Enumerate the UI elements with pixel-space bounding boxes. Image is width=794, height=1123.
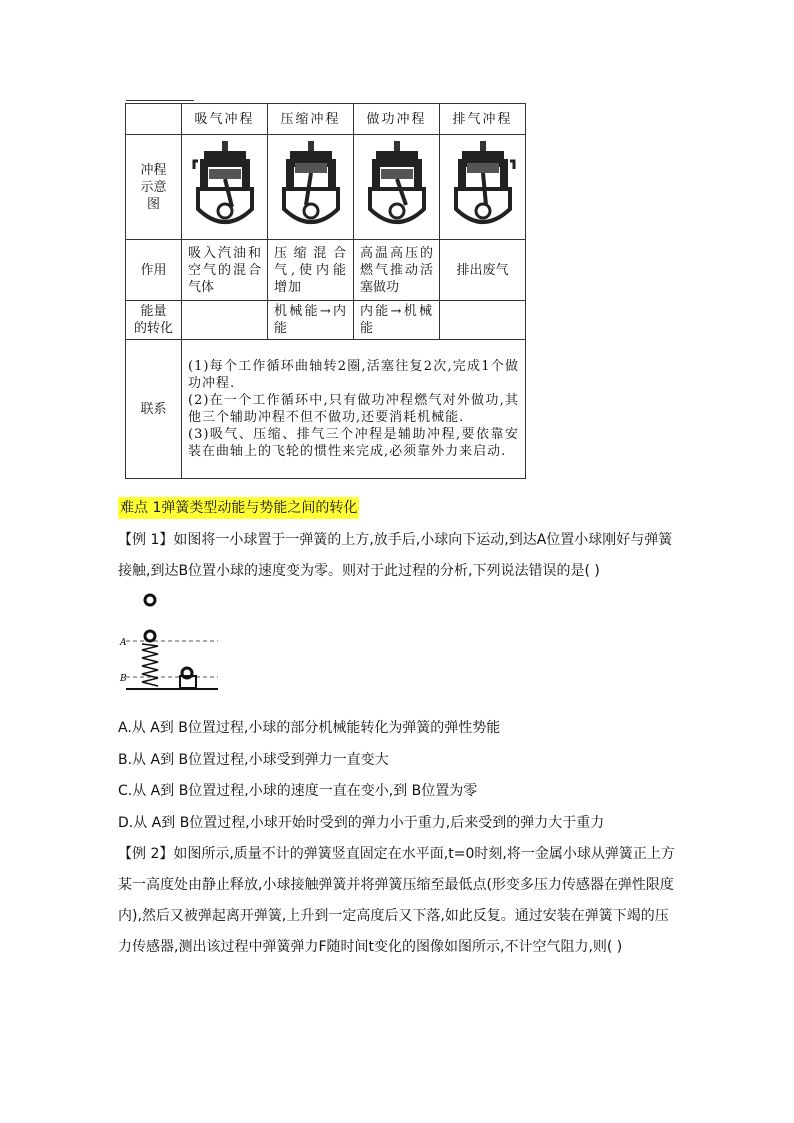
option-d[interactable]: D.从 A到 B位置过程,小球开始时受到的弹力小于重力,后来受到的弹力大于重力 <box>118 815 605 831</box>
engine-cylinder-icon <box>448 139 518 231</box>
spring-icon <box>142 644 158 686</box>
header-cell: 压缩冲程 <box>268 104 354 135</box>
option-a[interactable]: A.从 A到 B位置过程,小球的部分机械能转化为弹簧的弹性势能 <box>118 720 501 736</box>
row-label-energy <box>126 301 182 340</box>
example-tag: 【例 1】 <box>118 532 174 548</box>
engine-diagram-exhaust <box>440 135 526 240</box>
row-label-line: 示意 <box>140 179 167 195</box>
use-cell: 吸入汽油和空气的混合气体 <box>182 240 268 301</box>
engine-stroke-table <box>125 103 526 479</box>
use-row <box>126 240 526 301</box>
label-a: A <box>120 638 127 648</box>
top-rule <box>126 100 194 101</box>
energy-cell: 机械能→内能 <box>268 301 354 340</box>
energy-cell <box>182 301 268 340</box>
option-c[interactable]: C.从 A到 B位置过程,小球的速度一直在变小,到 B位置为零 <box>118 783 478 799</box>
row-label-line: 冲程 <box>140 162 167 178</box>
row-label-use: 作用 <box>126 240 182 301</box>
example-tag: 【例 2】 <box>118 846 174 862</box>
link-cell <box>182 340 526 479</box>
row-label-line: 能量 <box>140 304 167 319</box>
spring-ball-figure <box>118 590 218 700</box>
header-cell: 排气冲程 <box>440 104 526 135</box>
example-text: 如图所示,质量不计的弹簧竖直固定在水平面,t=0时刻,将一金属小球从弹簧正上方某一高度处由静止释放,小球接触弹簧并将弹簧压缩至最低点(形变多压力传感器在弹性限度内),然后又被弹起离开弹簧,上升到一定高度后又下落,如此反复。通过安装在弹簧下竭的压力传感器,测出该过程中弹簧弹力F随时间t变化的图像如图所示,不计空气阻力,则( ) <box>118 846 675 955</box>
row-label-diagram <box>126 135 182 240</box>
link-item: (2)在一个工作循环中,只有做功冲程燃气对外做功,其他三个辅助冲程不但不做功,还要消耗机械能. <box>188 393 519 425</box>
row-label-line: 的转化 <box>133 321 173 336</box>
use-cell: 排出废气 <box>440 240 526 301</box>
table-header-row <box>126 104 526 135</box>
header-cell: 做功冲程 <box>354 104 440 135</box>
example-text: 如图将一小球置于一弹簧的上方,放手后,小球向下运动,到达A位置小球刚好与弹簧接触,到达B位置小球的速度变为零。则对于此过程的分析,下列说法错误的是( ) <box>118 532 673 579</box>
use-cell: 压缩混合气,使内能增加 <box>268 240 354 301</box>
row-label-link: 联系 <box>126 340 182 479</box>
diagram-row <box>126 135 526 240</box>
label-b: B <box>120 674 127 684</box>
header-cell <box>126 104 182 135</box>
link-item: (1)每个工作循环曲轴转2圈,活塞往复2次,完成1个做功冲程. <box>188 359 519 391</box>
option-b[interactable]: B.从 A到 B位置过程,小球受到弹力一直变大 <box>118 752 389 768</box>
row-label-line: 图 <box>146 196 160 212</box>
link-item: (3)吸气、压缩、排气三个冲程是辅助冲程,要依靠安装在曲轴上的飞轮的惯性来完成,必须靠外力来启动. <box>188 427 519 459</box>
use-cell: 高温高压的燃气推动活塞做功 <box>354 240 440 301</box>
ball-icon <box>145 595 155 605</box>
engine-cylinder-icon <box>276 139 346 231</box>
header-cell: 吸气冲程 <box>182 104 268 135</box>
link-row <box>126 340 526 479</box>
engine-cylinder-icon <box>190 139 260 231</box>
energy-row <box>126 301 526 340</box>
energy-cell <box>440 301 526 340</box>
energy-cell: 内能→机械能 <box>354 301 440 340</box>
engine-cylinder-icon <box>362 139 432 231</box>
section-title: 难点 1弹簧类型动能与势能之间的转化 <box>118 497 359 519</box>
example-2-question <box>118 839 678 963</box>
engine-diagram-power <box>354 135 440 240</box>
engine-diagram-compression <box>268 135 354 240</box>
example-1-question <box>118 525 678 587</box>
engine-diagram-intake <box>182 135 268 240</box>
